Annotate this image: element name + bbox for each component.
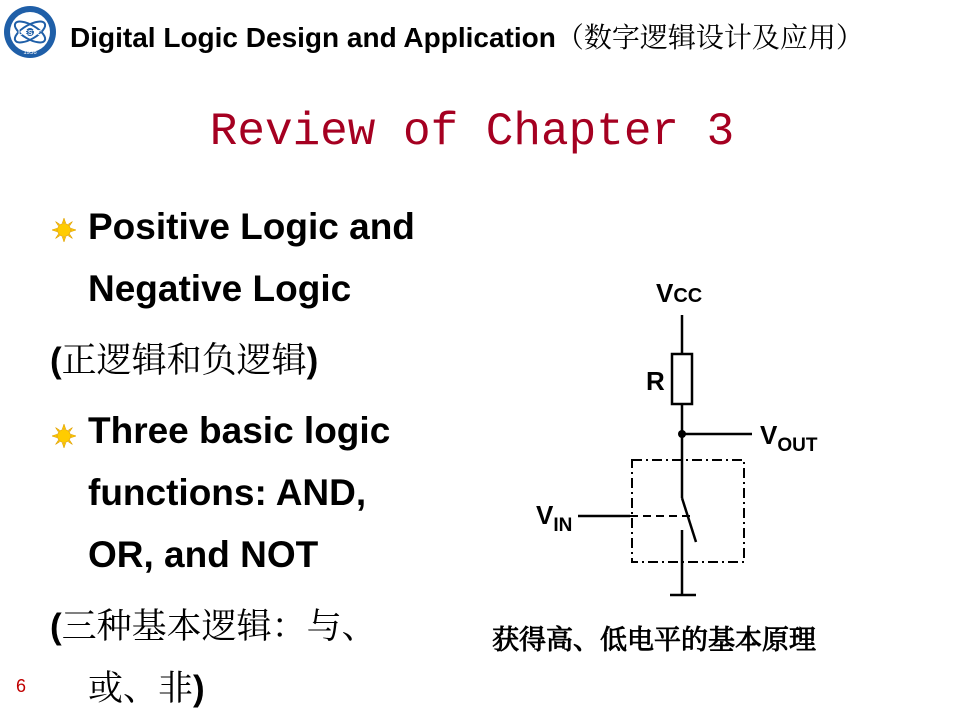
- note-close-paren: ): [306, 341, 319, 380]
- switch-blade: [682, 498, 696, 542]
- vin-label: V: [536, 500, 554, 530]
- bullet-sun-icon: [52, 218, 76, 242]
- note-text: 三种基本逻辑：与、: [61, 607, 377, 647]
- vout-sub: OUT: [777, 435, 818, 456]
- resistor-label: R: [646, 366, 665, 396]
- note-text: 正逻辑和负逻辑: [61, 341, 307, 381]
- vout-label: V: [760, 420, 778, 450]
- course-title-zh: （数字逻辑设计及应用）: [555, 21, 864, 54]
- bullet-line: OR, and NOT: [88, 534, 319, 575]
- svg-text:VOUT: [760, 420, 818, 456]
- page-number: 6: [16, 676, 27, 696]
- note-text-line2: 或、非: [88, 669, 194, 709]
- note-open-paren: (: [50, 607, 62, 646]
- bullet-three-basic-functions: [88, 400, 390, 586]
- svg-text:VCC: [656, 278, 702, 308]
- note-close-paren: ): [193, 669, 205, 708]
- logo-year: 1956: [23, 50, 37, 56]
- course-title: [70, 16, 864, 56]
- resistor: [672, 354, 692, 404]
- bullet-line: Positive Logic and: [88, 206, 415, 247]
- slide-title: Review of Chapter 3: [209, 106, 735, 158]
- bullet-sun-icon: [52, 424, 76, 448]
- university-logo: [2, 4, 58, 60]
- note-open-paren: (: [50, 341, 62, 380]
- bullet-line: Negative Logic: [88, 268, 352, 309]
- transistor-box: [632, 460, 744, 562]
- circuit-caption: 获得高、低电平的基本原理: [492, 625, 816, 656]
- bullet-positive-negative-logic: [88, 196, 415, 320]
- course-title-en: Digital Logic Design and Application: [70, 22, 556, 53]
- vcc-sub: CC: [673, 285, 703, 307]
- note-three-basic-functions: [50, 596, 377, 720]
- output-node: [678, 430, 686, 438]
- vcc-label: V: [656, 278, 674, 308]
- note-positive-negative-logic: [50, 330, 318, 392]
- bullet-line: functions: AND,: [88, 472, 367, 513]
- svg-text:UESTC: UESTC: [18, 30, 42, 37]
- bullet-line: Three basic logic: [88, 410, 391, 451]
- switch-circuit-diagram: [520, 270, 850, 610]
- vin-sub: IN: [553, 515, 573, 536]
- svg-text:VIN: [536, 500, 572, 536]
